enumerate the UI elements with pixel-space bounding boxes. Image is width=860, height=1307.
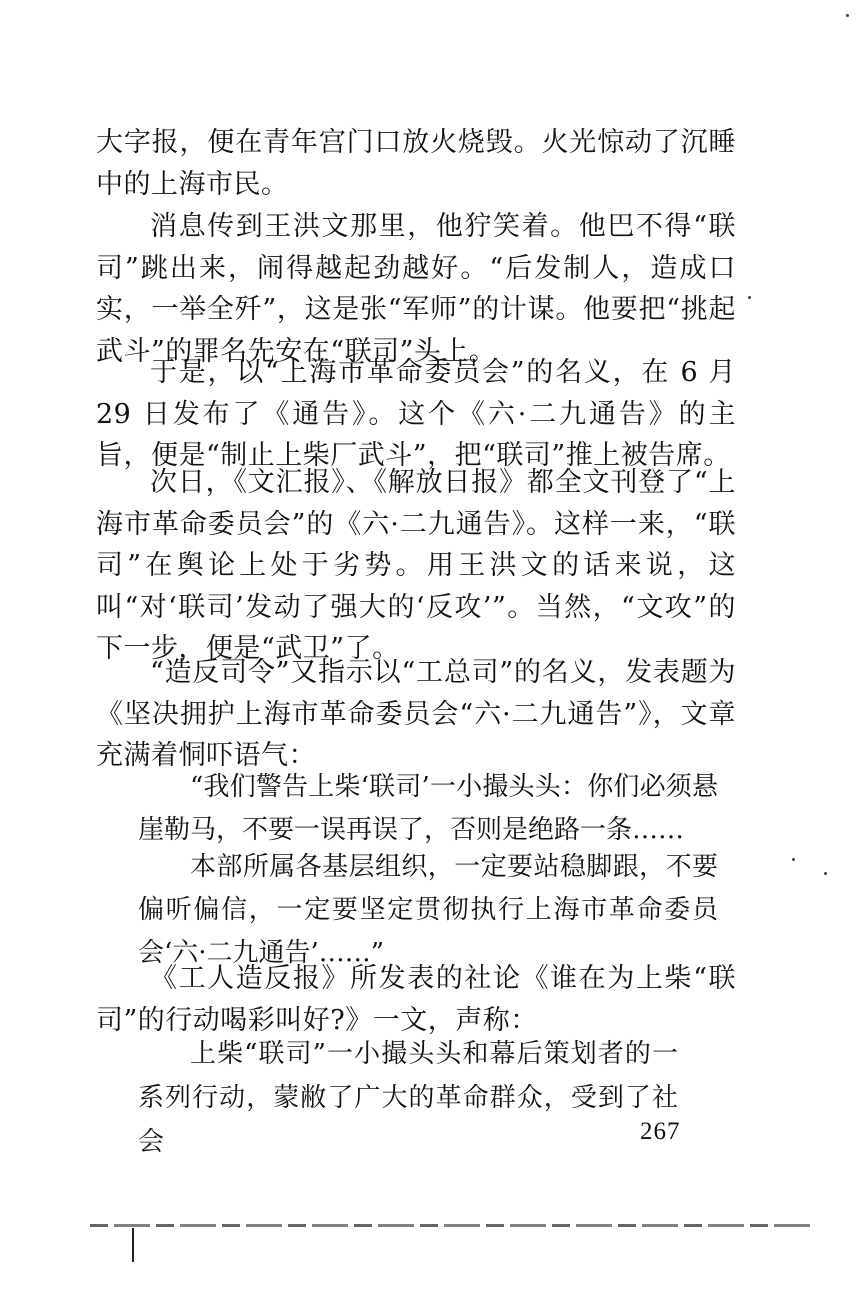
scan-artifact-dot <box>792 858 795 861</box>
paragraph-1: 大字报，便在青年宫门口放火烧毁。火光惊动了沉睡中的上海市民。 <box>96 127 736 200</box>
scan-artifact-line <box>90 1224 810 1227</box>
quote-2: 上柴“联司”一小撮头头和幕后策划者的一系列行动，蒙敝了广大的革命群众，受到了社会 <box>138 1039 678 1157</box>
page-number: 267 <box>640 1118 681 1145</box>
scan-artifact-dot <box>824 872 827 875</box>
paragraph-6: 《工人造反报》所发表的社论《谁在为上柴“联司”的行动喝彩叫好?》一文，声称： <box>96 963 736 1036</box>
paragraph-5: “造反司令”又指示以“工总司”的名义，发表题为《坚决拥护上海市革命委员会“六·二九通告”》，文章充满着恫吓语气： <box>96 657 736 771</box>
quote-1-paragraph-2: 本部所属各基层组织，一定要站稳脚跟，不要偏听偏信，一定要坚定贯彻执行上海市革命委员会‘六·二九通告’……” <box>138 852 718 968</box>
paragraph-3: 于是，以“上海市革命委员会”的名义，在 6 月 29 日发布了《通告》。这个《六·二九通告》的主旨，便是“制止上柴厂武斗”，把“联司”推上被告席。 <box>96 357 736 471</box>
scan-artifact-dot <box>748 296 751 299</box>
scan-artifact-tick <box>132 1228 134 1262</box>
quote-1-paragraph-1: “我们警告上柴‘联司’一小撮头头：你们必须悬崖勒马，不要一误再误了，否则是绝路一条…… <box>138 772 718 845</box>
paragraph-2: 消息传到王洪文那里，他狞笑着。他巴不得“联司”跳出来，闹得越起劲越好。“后发制人，造成口实，一举全歼”，这是张“军师”的计谋。他要把“挑起武斗”的罪名先安在“联司”头上。 <box>96 211 736 367</box>
scan-artifact-dot <box>846 14 849 17</box>
paragraph-4: 次日，《文汇报》、《解放日报》都全文刊登了“上海市革命委员会”的《六·二九通告》。这样一来，“联司”在舆论上处于劣势。用王洪文的话来说，这叫“对‘联司’发动了强大的‘反攻’”。当然，“文攻”的下一步，便是“武卫”了。 <box>96 467 736 664</box>
